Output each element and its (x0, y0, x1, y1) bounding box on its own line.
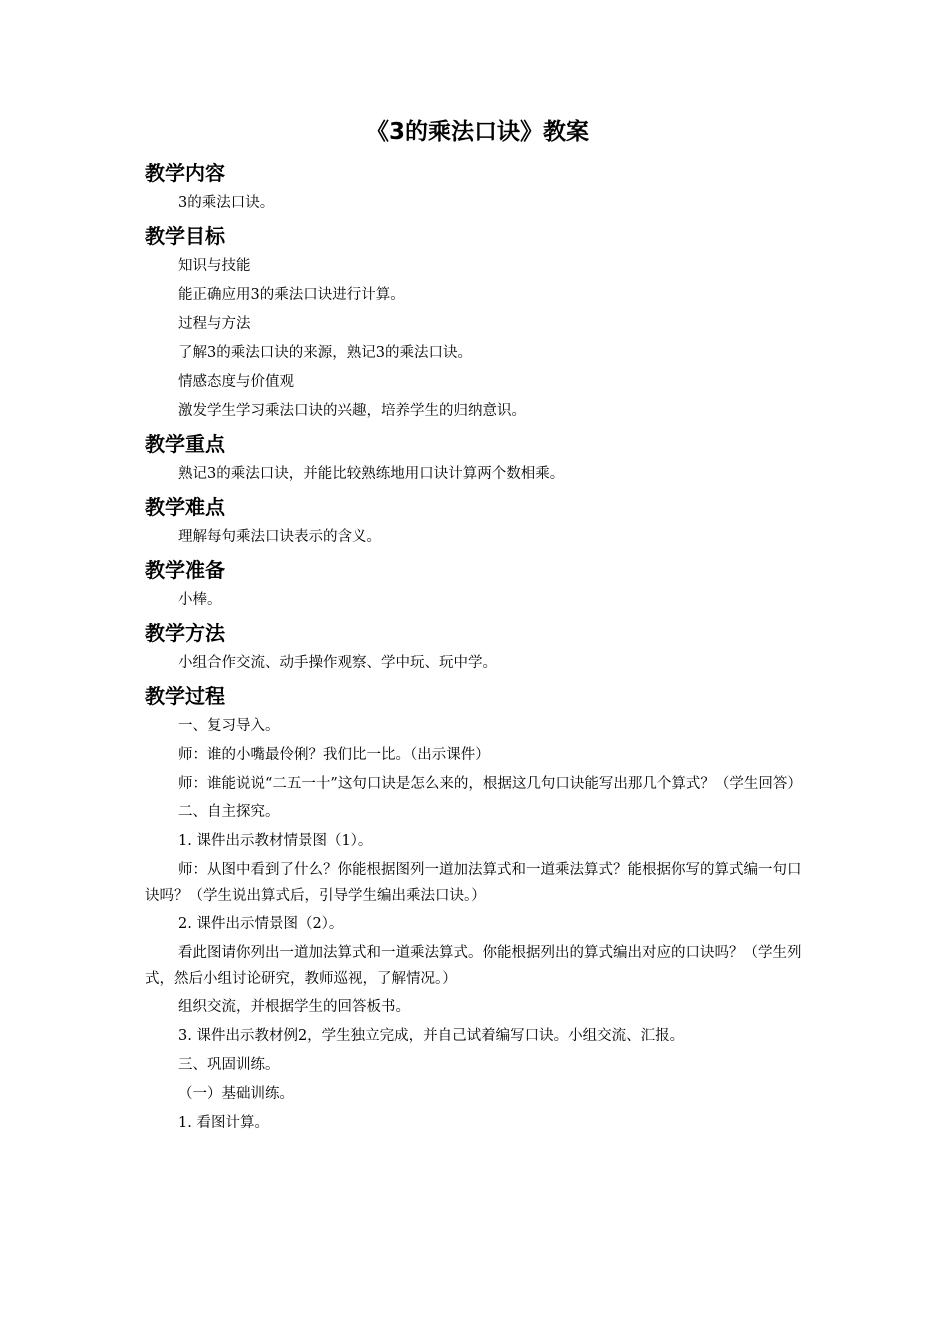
paragraph: 1. 课件出示教材情景图（1）。 (178, 833, 373, 849)
paragraph: 小组合作交流、动手操作观察、学中玩、玩中学。 (178, 655, 497, 671)
section-methods (145, 618, 810, 677)
section-preparation (145, 555, 810, 614)
paragraph: 1. 看图计算。 (178, 1115, 269, 1131)
paragraph: 小棒。 (178, 592, 222, 608)
paragraph: 3的乘法口诀。 (178, 195, 275, 211)
paragraph: 情感态度与价值观 (178, 374, 294, 390)
section-process (145, 681, 810, 1137)
section-heading: 教学重点 (145, 432, 225, 456)
paragraph: 师：谁能说说“二五一十”这句口诀是怎么来的，根据这几句口诀能写出那几个算式？（学生回答） (178, 776, 802, 792)
paragraph: 2. 课件出示情景图（2）。 (178, 916, 344, 932)
document-page (145, 112, 810, 1139)
paragraph: 师：从图中看到了什么？你能根据图列一道加法算式和一道乘法算式？能根据你写的算式编一句口诀吗？（学生说出算式后，引导学生编出乘法口诀。） (145, 862, 802, 904)
section-key-points (145, 429, 810, 488)
section-heading: 教学准备 (145, 558, 225, 582)
section-heading: 教学目标 (145, 224, 225, 248)
paragraph: 二、自主探究。 (178, 804, 280, 820)
paragraph: 三、巩固训练。 (178, 1057, 280, 1073)
paragraph: 熟记3的乘法口诀，并能比较熟练地用口诀计算两个数相乘。 (178, 466, 565, 482)
paragraph: （一）基础训练。 (178, 1086, 294, 1102)
paragraph: 看此图请你列出一道加法算式和一道乘法算式。你能根据列出的算式编出对应的口诀吗？（学生列式，然后小组讨论研究，教师巡视，了解情况。） (145, 945, 802, 987)
section-heading: 教学难点 (145, 495, 225, 519)
paragraph: 师：谁的小嘴最伶俐？我们比一比。（出示课件） (178, 747, 490, 763)
section-heading: 教学方法 (145, 621, 225, 645)
paragraph: 知识与技能 (178, 258, 251, 274)
paragraph: 理解每句乘法口诀表示的含义。 (178, 529, 381, 545)
paragraph: 3. 课件出示教材例2，学生独立完成，并自己试着编写口诀。小组交流、汇报。 (178, 1028, 685, 1044)
section-heading: 教学过程 (145, 684, 225, 708)
section-heading: 教学内容 (145, 161, 225, 185)
paragraph: 激发学生学习乘法口诀的兴趣，培养学生的归纳意识。 (178, 403, 526, 419)
paragraph: 能正确应用3的乘法口诀进行计算。 (178, 287, 405, 303)
section-difficulties (145, 492, 810, 551)
section-objectives (145, 221, 810, 425)
paragraph: 组织交流，并根据学生的回答板书。 (178, 999, 410, 1015)
document-title: 《3的乘法口诀》教案 (365, 119, 589, 145)
section-content (145, 158, 810, 217)
paragraph: 过程与方法 (178, 316, 251, 332)
paragraph: 一、复习导入。 (178, 718, 280, 734)
paragraph: 了解3的乘法口诀的来源，熟记3的乘法口诀。 (178, 345, 472, 361)
